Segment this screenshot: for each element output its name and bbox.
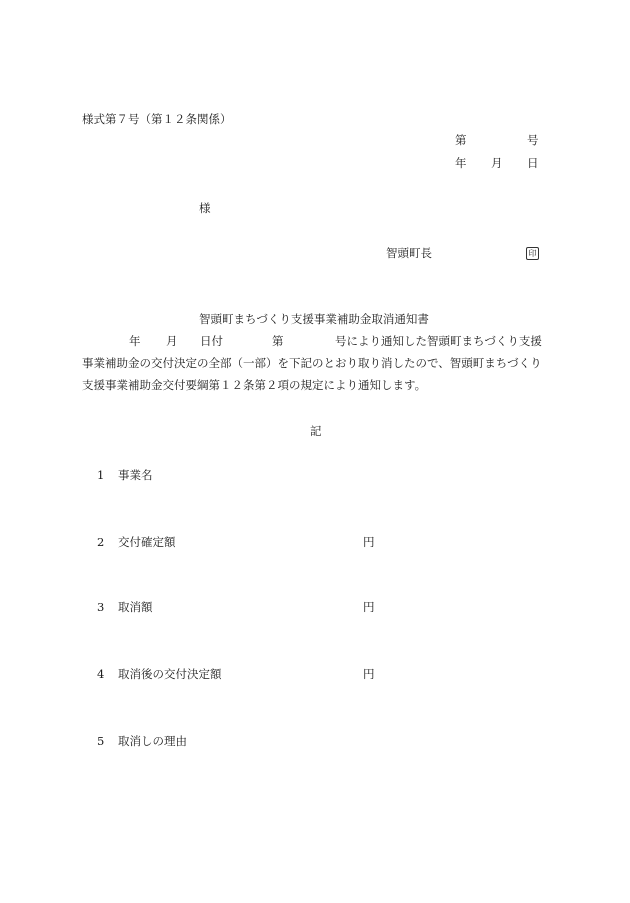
item-unit-yen: 円 xyxy=(363,667,375,681)
item-number: 4 xyxy=(97,667,105,681)
body-line-1-rest: 号により通知した智頭町まちづくり支援 xyxy=(335,334,542,348)
item-label-project-name: 事業名 xyxy=(118,468,153,482)
item-label-cancel-reason: 取消しの理由 xyxy=(118,734,187,748)
seal-glyph: 印 xyxy=(526,247,539,260)
item-number: 2 xyxy=(97,535,105,549)
body-number-prefix: 第 xyxy=(272,334,284,348)
date-year: 年 xyxy=(455,156,467,170)
issuer-title: 智頭町長 xyxy=(386,246,432,260)
seal-mark xyxy=(526,245,539,260)
item-label-post-cancel-amount: 取消後の交付決定額 xyxy=(118,667,222,681)
item-number: 5 xyxy=(97,734,105,748)
body-date-suffix: 日付 xyxy=(200,334,223,348)
addressee-suffix: 様 xyxy=(199,201,211,215)
item-label-confirmed-amount: 交付確定額 xyxy=(118,535,176,549)
body-month: 月 xyxy=(166,334,178,348)
item-number: 1 xyxy=(97,468,105,482)
item-label-cancelled-amount: 取消額 xyxy=(118,600,153,614)
date-day: 日 xyxy=(527,156,539,170)
date-month: 月 xyxy=(491,156,503,170)
body-line-2: 事業補助金の交付決定の全部（一部）を下記のとおり取り消したので、智頭町まちづくり xyxy=(82,356,542,370)
document-title: 智頭町まちづくり支援事業補助金取消通知書 xyxy=(199,312,429,326)
form-label: 様式第７号（第１２条関係） xyxy=(82,112,232,126)
body-line-3: 支援事業補助金交付要綱第１２条第２項の規定により通知します。 xyxy=(82,378,427,392)
body-year: 年 xyxy=(129,334,141,348)
ki-heading: 記 xyxy=(310,424,322,438)
item-number: 3 xyxy=(97,600,105,614)
item-unit-yen: 円 xyxy=(363,535,375,549)
document-number-suffix: 号 xyxy=(527,133,539,147)
item-unit-yen: 円 xyxy=(363,600,375,614)
document-number-prefix: 第 xyxy=(455,133,467,147)
